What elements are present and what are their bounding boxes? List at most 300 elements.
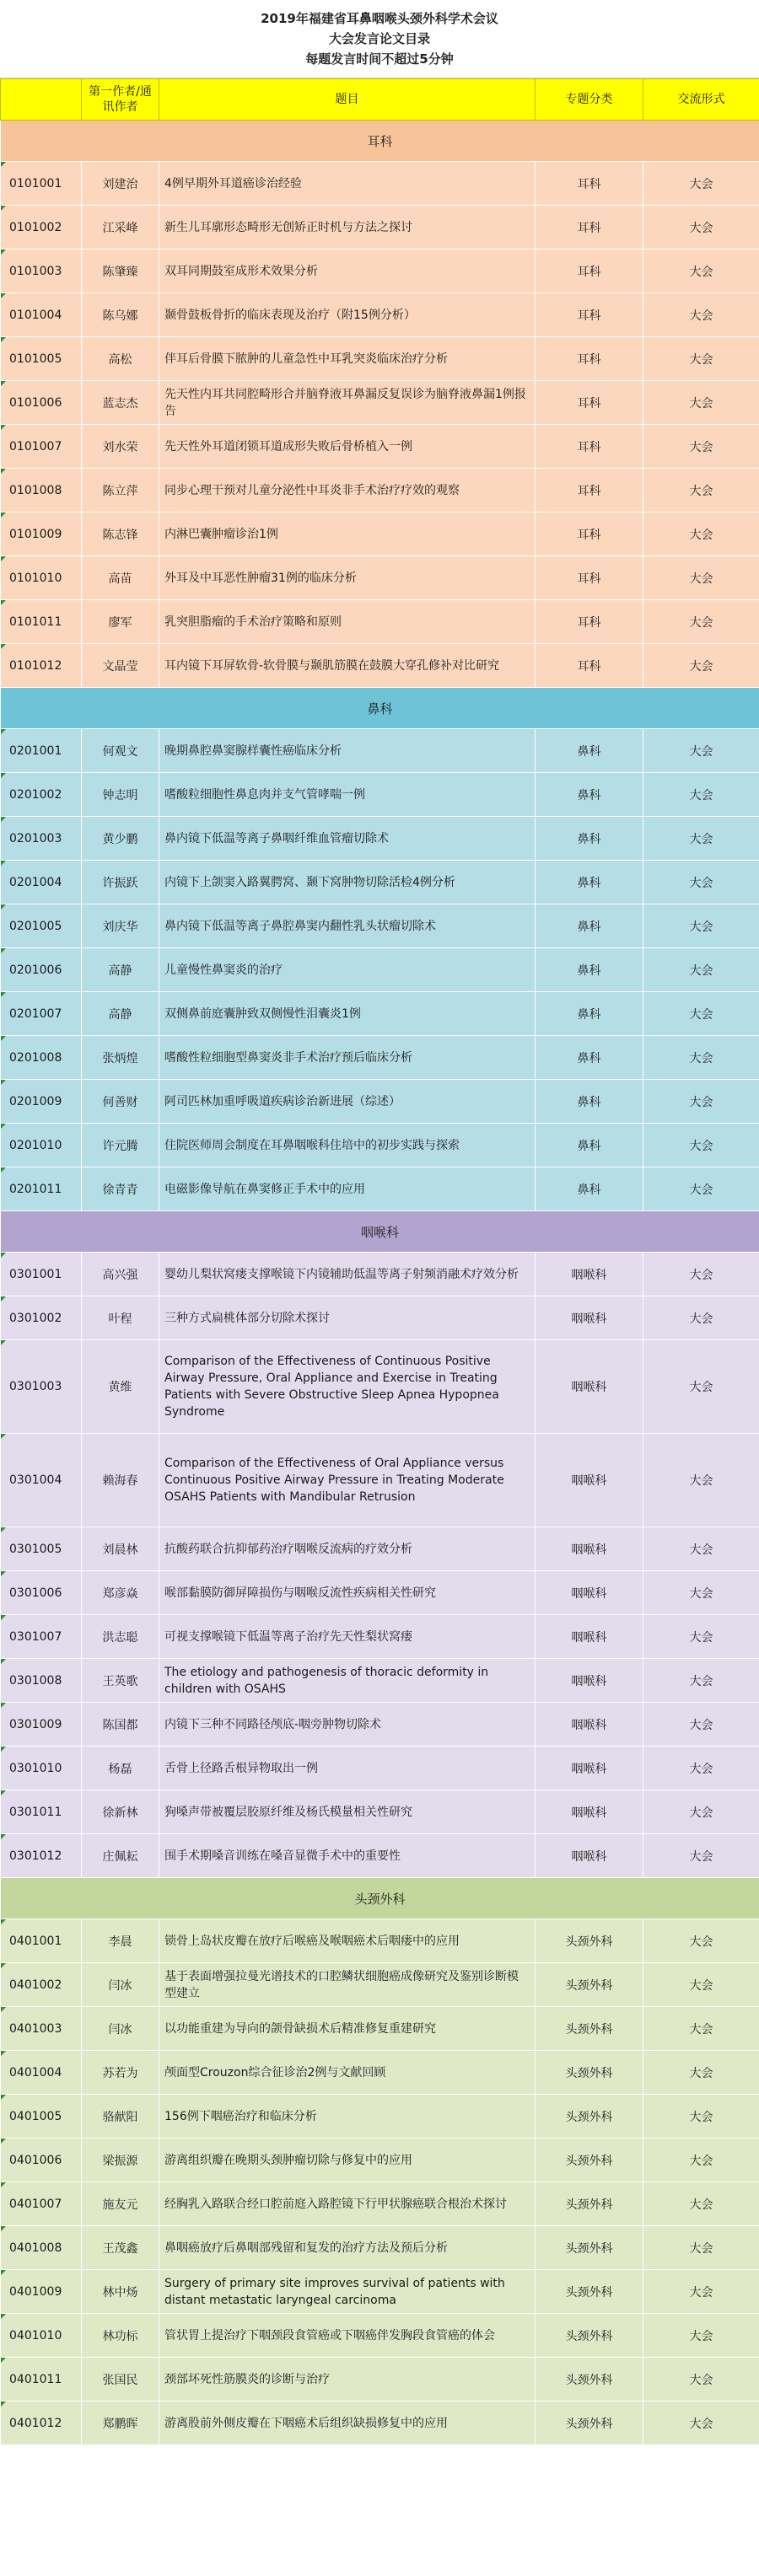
author-cell: 闫冰: [82, 1963, 159, 2007]
author-cell: 林中炀: [82, 2270, 159, 2314]
form-cell: 大会: [643, 556, 759, 600]
paper-code: 0101009: [1, 513, 82, 556]
topic-cell: 颅面型Crouzon综合征诊治2例与文献回顾: [159, 2051, 536, 2095]
category-cell: 耳科: [536, 644, 643, 688]
form-cell: 大会: [643, 1571, 759, 1615]
paper-code: 0301004: [1, 1434, 82, 1527]
table-row: [1, 2226, 759, 2270]
paper-code: 0201005: [1, 904, 82, 948]
table-row: [1, 513, 759, 556]
table-row: [1, 1919, 759, 1963]
section-title: 鼻科: [1, 688, 759, 729]
paper-code: 0201001: [1, 729, 82, 773]
table-row: [1, 1036, 759, 1080]
header-category: 专题分类: [536, 79, 643, 121]
category-cell: 耳科: [536, 600, 643, 644]
form-cell: 大会: [643, 1124, 759, 1167]
form-cell: 大会: [643, 293, 759, 337]
form-cell: 大会: [643, 773, 759, 817]
topic-cell: 内镜下三种不同路径颅底-咽旁肿物切除术: [159, 1703, 536, 1747]
topic-cell: Surgery of primary site improves survival of patients with distant metastatic laryngeal carcinoma: [159, 2270, 536, 2314]
paper-code: 0301005: [1, 1527, 82, 1571]
category-cell: 鼻科: [536, 729, 643, 773]
paper-code: 0301011: [1, 1790, 82, 1834]
form-cell: 大会: [643, 600, 759, 644]
table-row: [1, 1434, 759, 1527]
category-cell: 头颈外科: [536, 2182, 643, 2226]
paper-code: 0101003: [1, 250, 82, 293]
form-cell: 大会: [643, 1527, 759, 1571]
category-cell: 头颈外科: [536, 1963, 643, 2007]
category-cell: 鼻科: [536, 1036, 643, 1080]
paper-code: 0201008: [1, 1036, 82, 1080]
section-title: 咽喉科: [1, 1211, 759, 1253]
section-header-row: [1, 1211, 759, 1253]
topic-cell: Comparison of the Effectiveness of Oral Appliance versus Continuous Positive Airway Pressure in Treating Moderate OSAHS Patients with Mandibular Retrusion: [159, 1434, 536, 1527]
form-cell: 大会: [643, 206, 759, 250]
paper-code: 0401001: [1, 1919, 82, 1963]
topic-cell: 锁骨上岛状皮瓣在放疗后喉癌及喉咽癌术后咽瘘中的应用: [159, 1919, 536, 1963]
paper-code: 0401002: [1, 1963, 82, 2007]
form-cell: 大会: [643, 2051, 759, 2095]
category-cell: 咽喉科: [536, 1571, 643, 1615]
category-cell: 耳科: [536, 337, 643, 381]
topic-cell: 156例下咽癌治疗和临床分析: [159, 2095, 536, 2139]
topic-cell: 可视支撑喉镜下低温等离子治疗先天性梨状窝瘘: [159, 1615, 536, 1659]
table-row: [1, 1571, 759, 1615]
table-row: [1, 2270, 759, 2314]
section-header-row: [1, 121, 759, 162]
category-cell: 咽喉科: [536, 1340, 643, 1434]
topic-cell: 游离组织瓣在晚期头颈肿瘤切除与修复中的应用: [159, 2139, 536, 2182]
category-cell: 鼻科: [536, 1167, 643, 1211]
topic-cell: 先天性内耳共同腔畸形合并脑脊液耳鼻漏反复误诊为脑脊液鼻漏1例报告: [159, 381, 536, 425]
author-cell: 刘建治: [82, 162, 159, 206]
section-title: 耳科: [1, 121, 759, 162]
form-cell: 大会: [643, 992, 759, 1036]
table-row: [1, 1790, 759, 1834]
form-cell: 大会: [643, 1963, 759, 2007]
paper-code: 0401004: [1, 2051, 82, 2095]
table-row: [1, 1834, 759, 1878]
category-cell: 鼻科: [536, 817, 643, 861]
paper-code: 0301009: [1, 1703, 82, 1747]
form-cell: 大会: [643, 2358, 759, 2402]
form-cell: 大会: [643, 1659, 759, 1703]
table-row: [1, 1340, 759, 1434]
paper-code: 0201009: [1, 1080, 82, 1124]
category-cell: 头颈外科: [536, 2095, 643, 2139]
form-cell: 大会: [643, 2226, 759, 2270]
paper-code: 0201003: [1, 817, 82, 861]
author-cell: 廖军: [82, 600, 159, 644]
author-cell: 李晨: [82, 1919, 159, 1963]
author-cell: 陈肇臻: [82, 250, 159, 293]
category-cell: 咽喉科: [536, 1659, 643, 1703]
author-cell: 刘庆华: [82, 904, 159, 948]
author-cell: 徐新林: [82, 1790, 159, 1834]
table-row: [1, 1615, 759, 1659]
category-cell: 咽喉科: [536, 1790, 643, 1834]
document-subtitle: 大会发言论文目录: [328, 31, 430, 46]
author-cell: 黄少鹏: [82, 817, 159, 861]
author-cell: 高苗: [82, 556, 159, 600]
author-cell: 陈立萍: [82, 469, 159, 513]
topic-cell: 嗜酸性粒细胞型鼻窦炎非手术治疗预后临床分析: [159, 1036, 536, 1080]
paper-code: 0401006: [1, 2139, 82, 2182]
table-row: [1, 1659, 759, 1703]
form-cell: 大会: [643, 2139, 759, 2182]
topic-cell: 游离股前外侧皮瓣在下咽癌术后组织缺损修复中的应用: [159, 2402, 536, 2445]
topic-cell: 颞骨鼓板骨折的临床表现及治疗（附15例分析）: [159, 293, 536, 337]
topic-cell: 4例早期外耳道癌诊治经验: [159, 162, 536, 206]
topic-cell: 伴耳后骨膜下脓肿的儿童急性中耳乳突炎临床治疗分析: [159, 337, 536, 381]
paper-code: 0101006: [1, 381, 82, 425]
form-cell: 大会: [643, 1036, 759, 1080]
table-row: [1, 2402, 759, 2445]
topic-cell: 基于表面增强拉曼光谱技术的口腔鳞状细胞癌成像研究及鉴别诊断模型建立: [159, 1963, 536, 2007]
paper-code: 0101001: [1, 162, 82, 206]
author-cell: 高松: [82, 337, 159, 381]
paper-code: 0101004: [1, 293, 82, 337]
author-cell: 施友元: [82, 2182, 159, 2226]
header-topic: 题目: [159, 79, 536, 121]
author-cell: 许元腾: [82, 1124, 159, 1167]
author-cell: 张炳煌: [82, 1036, 159, 1080]
table-row: [1, 556, 759, 600]
table-row: [1, 2095, 759, 2139]
author-cell: 杨磊: [82, 1747, 159, 1790]
table-row: [1, 2358, 759, 2402]
form-cell: 大会: [643, 861, 759, 904]
author-cell: 陈乌娜: [82, 293, 159, 337]
form-cell: 大会: [643, 904, 759, 948]
form-cell: 大会: [643, 250, 759, 293]
category-cell: 耳科: [536, 381, 643, 425]
table-row: [1, 2007, 759, 2051]
topic-cell: 同步心理干预对儿童分泌性中耳炎非手术治疗疗效的观察: [159, 469, 536, 513]
topic-cell: 儿童慢性鼻窦炎的治疗: [159, 948, 536, 992]
table-row: [1, 337, 759, 381]
paper-code: 0401009: [1, 2270, 82, 2314]
form-cell: 大会: [643, 1340, 759, 1434]
topic-cell: 舌骨上径路舌根异物取出一例: [159, 1747, 536, 1790]
topic-cell: 内镜下上颌窦入路翼腭窝、颞下窝肿物切除活检4例分析: [159, 861, 536, 904]
form-cell: 大会: [643, 2402, 759, 2445]
paper-code: 0401012: [1, 2402, 82, 2445]
author-cell: 林功标: [82, 2314, 159, 2358]
form-cell: 大会: [643, 1080, 759, 1124]
table-row: [1, 2051, 759, 2095]
category-cell: 头颈外科: [536, 2007, 643, 2051]
category-cell: 鼻科: [536, 992, 643, 1036]
topic-cell: 耳内镜下耳屏软骨-软骨膜与颞肌筋膜在鼓膜大穿孔修补对比研究: [159, 644, 536, 688]
table-row: [1, 600, 759, 644]
category-cell: 头颈外科: [536, 2358, 643, 2402]
topic-cell: 经胸乳入路联合经口腔前庭入路腔镜下行甲状腺癌联合根治术探讨: [159, 2182, 536, 2226]
section-title: 头颈外科: [1, 1878, 759, 1919]
table-row: [1, 381, 759, 425]
topic-cell: The etiology and pathogenesis of thoracic deformity in children with OSAHS: [159, 1659, 536, 1703]
paper-code: 0301002: [1, 1296, 82, 1340]
author-cell: 刘水荣: [82, 425, 159, 469]
category-cell: 头颈外科: [536, 2314, 643, 2358]
category-cell: 头颈外科: [536, 2139, 643, 2182]
table-row: [1, 644, 759, 688]
topic-cell: 三种方式扁桃体部分切除术探讨: [159, 1296, 536, 1340]
table-row: [1, 1527, 759, 1571]
form-cell: 大会: [643, 1434, 759, 1527]
paper-code: 0301012: [1, 1834, 82, 1878]
table-row: [1, 1703, 759, 1747]
category-cell: 头颈外科: [536, 1919, 643, 1963]
section-header-row: [1, 688, 759, 729]
author-cell: 许振跃: [82, 861, 159, 904]
author-cell: 蓝志杰: [82, 381, 159, 425]
header-form: 交流形式: [643, 79, 759, 121]
author-cell: 郑鹏晖: [82, 2402, 159, 2445]
form-cell: 大会: [643, 337, 759, 381]
category-cell: 咽喉科: [536, 1615, 643, 1659]
table-row: [1, 1080, 759, 1124]
category-cell: 头颈外科: [536, 2270, 643, 2314]
author-cell: 高静: [82, 948, 159, 992]
table-row: [1, 773, 759, 817]
table-row: [1, 904, 759, 948]
author-cell: 黄维: [82, 1340, 159, 1434]
category-cell: 鼻科: [536, 904, 643, 948]
paper-code: 0101008: [1, 469, 82, 513]
form-cell: 大会: [643, 162, 759, 206]
topic-cell: 抗酸药联合抗抑郁药治疗咽喉反流病的疗效分析: [159, 1527, 536, 1571]
form-cell: 大会: [643, 1790, 759, 1834]
author-cell: 文晶莹: [82, 644, 159, 688]
table-row: [1, 1963, 759, 2007]
author-cell: 梁振源: [82, 2139, 159, 2182]
paper-code: 0401003: [1, 2007, 82, 2051]
author-cell: 钟志明: [82, 773, 159, 817]
table-row: [1, 861, 759, 904]
form-cell: 大会: [643, 2314, 759, 2358]
table-row: [1, 948, 759, 992]
table-row: [1, 2182, 759, 2226]
category-cell: 耳科: [536, 293, 643, 337]
author-cell: 陈志锋: [82, 513, 159, 556]
author-cell: 何观文: [82, 729, 159, 773]
author-cell: 庄佩耘: [82, 1834, 159, 1878]
topic-cell: 鼻内镜下低温等离子鼻腔鼻窦内翻性乳头状瘤切除术: [159, 904, 536, 948]
table-row: [1, 1253, 759, 1296]
header-code: [1, 79, 82, 121]
table-row: [1, 817, 759, 861]
paper-code: 0401005: [1, 2095, 82, 2139]
author-cell: 刘晨林: [82, 1527, 159, 1571]
category-cell: 咽喉科: [536, 1834, 643, 1878]
table-row: [1, 293, 759, 337]
category-cell: 耳科: [536, 425, 643, 469]
form-cell: 大会: [643, 381, 759, 425]
form-cell: 大会: [643, 425, 759, 469]
paper-code: 0101012: [1, 644, 82, 688]
category-cell: 鼻科: [536, 1080, 643, 1124]
category-cell: 头颈外科: [536, 2402, 643, 2445]
category-cell: 咽喉科: [536, 1703, 643, 1747]
author-cell: 闫冰: [82, 2007, 159, 2051]
paper-code: 0201002: [1, 773, 82, 817]
topic-cell: 狗嗓声带被覆层胶原纤维及杨氏模量相关性研究: [159, 1790, 536, 1834]
table-body: [1, 121, 759, 2445]
form-cell: 大会: [643, 1747, 759, 1790]
table-row: [1, 729, 759, 773]
author-cell: 张国民: [82, 2358, 159, 2402]
topic-cell: 喉部黏膜防御屏障损伤与咽喉反流性疾病相关性研究: [159, 1571, 536, 1615]
form-cell: 大会: [643, 1167, 759, 1211]
category-cell: 头颈外科: [536, 2051, 643, 2095]
form-cell: 大会: [643, 469, 759, 513]
category-cell: 鼻科: [536, 1124, 643, 1167]
category-cell: 鼻科: [536, 773, 643, 817]
author-cell: 陈国都: [82, 1703, 159, 1747]
header-author: 第一作者/通讯作者: [82, 79, 159, 121]
author-cell: 高静: [82, 992, 159, 1036]
category-cell: 耳科: [536, 162, 643, 206]
author-cell: 江采峰: [82, 206, 159, 250]
category-cell: 咽喉科: [536, 1253, 643, 1296]
paper-code: 0301008: [1, 1659, 82, 1703]
topic-cell: 晚期鼻腔鼻窦腺样囊性癌临床分析: [159, 729, 536, 773]
table-row: [1, 1747, 759, 1790]
topic-cell: 管状胃上提治疗下咽颈段食管癌或下咽癌伴发胸段食管癌的体会: [159, 2314, 536, 2358]
form-cell: 大会: [643, 817, 759, 861]
table-header-row: [1, 79, 759, 121]
table-row: [1, 992, 759, 1036]
table-row: [1, 1296, 759, 1340]
category-cell: 咽喉科: [536, 1527, 643, 1571]
category-cell: 鼻科: [536, 948, 643, 992]
category-cell: 咽喉科: [536, 1747, 643, 1790]
form-cell: 大会: [643, 948, 759, 992]
category-cell: 头颈外科: [536, 2226, 643, 2270]
paper-code: 0301007: [1, 1615, 82, 1659]
table-row: [1, 1124, 759, 1167]
topic-cell: 住院医师周会制度在耳鼻咽喉科住培中的初步实践与探索: [159, 1124, 536, 1167]
section-header-row: [1, 1878, 759, 1919]
table-row: [1, 250, 759, 293]
paper-code: 0101011: [1, 600, 82, 644]
author-cell: 赖海春: [82, 1434, 159, 1527]
form-cell: 大会: [643, 2095, 759, 2139]
form-cell: 大会: [643, 1834, 759, 1878]
form-cell: 大会: [643, 1296, 759, 1340]
table-row: [1, 2139, 759, 2182]
author-cell: 骆献阳: [82, 2095, 159, 2139]
table-row: [1, 469, 759, 513]
program-table: [0, 78, 759, 2445]
topic-cell: 鼻内镜下低温等离子鼻咽纤维血管瘤切除术: [159, 817, 536, 861]
topic-cell: 鼻咽癌放疗后鼻咽部残留和复发的治疗方法及预后分析: [159, 2226, 536, 2270]
paper-code: 0401008: [1, 2226, 82, 2270]
form-cell: 大会: [643, 644, 759, 688]
table-row: [1, 1167, 759, 1211]
category-cell: 咽喉科: [536, 1434, 643, 1527]
form-cell: 大会: [643, 2007, 759, 2051]
paper-code: 0101005: [1, 337, 82, 381]
topic-cell: 新生儿耳廓形态畸形无创矫正时机与方法之探讨: [159, 206, 536, 250]
form-cell: 大会: [643, 1253, 759, 1296]
title-block: [0, 0, 759, 78]
document-title: 2019年福建省耳鼻咽喉头颈外科学术会议: [261, 11, 498, 26]
category-cell: 耳科: [536, 250, 643, 293]
author-cell: 叶程: [82, 1296, 159, 1340]
form-cell: 大会: [643, 513, 759, 556]
paper-code: 0401011: [1, 2358, 82, 2402]
topic-cell: 外耳及中耳恶性肿瘤31例的临床分析: [159, 556, 536, 600]
document-note: 每题发言时间不超过5分钟: [305, 51, 454, 67]
form-cell: 大会: [643, 1919, 759, 1963]
category-cell: 耳科: [536, 206, 643, 250]
topic-cell: 嗜酸粒细胞性鼻息肉并支气管哮喘一例: [159, 773, 536, 817]
category-cell: 鼻科: [536, 861, 643, 904]
paper-code: 0201010: [1, 1124, 82, 1167]
paper-code: 0101010: [1, 556, 82, 600]
topic-cell: 电磁影像导航在鼻窦修正手术中的应用: [159, 1167, 536, 1211]
paper-code: 0401010: [1, 2314, 82, 2358]
author-cell: 高兴强: [82, 1253, 159, 1296]
topic-cell: 围手术期嗓音训练在嗓音显微手术中的重要性: [159, 1834, 536, 1878]
paper-code: 0301001: [1, 1253, 82, 1296]
author-cell: 王英歌: [82, 1659, 159, 1703]
paper-code: 0101007: [1, 425, 82, 469]
paper-code: 0201011: [1, 1167, 82, 1211]
paper-code: 0301003: [1, 1340, 82, 1434]
topic-cell: 乳突胆脂瘤的手术治疗策略和原则: [159, 600, 536, 644]
form-cell: 大会: [643, 2182, 759, 2226]
form-cell: 大会: [643, 2270, 759, 2314]
paper-code: 0201006: [1, 948, 82, 992]
author-cell: 郑彦焱: [82, 1571, 159, 1615]
paper-code: 0301010: [1, 1747, 82, 1790]
form-cell: 大会: [643, 729, 759, 773]
paper-code: 0301006: [1, 1571, 82, 1615]
form-cell: 大会: [643, 1703, 759, 1747]
paper-code: 0401007: [1, 2182, 82, 2226]
table-row: [1, 206, 759, 250]
paper-code: 0201004: [1, 861, 82, 904]
table-row: [1, 425, 759, 469]
category-cell: 耳科: [536, 556, 643, 600]
topic-cell: 双侧鼻前庭囊肿致双侧慢性泪囊炎1例: [159, 992, 536, 1036]
topic-cell: 婴幼儿梨状窝瘘支撑喉镜下内镜辅助低温等离子射频消融术疗效分析: [159, 1253, 536, 1296]
author-cell: 苏若为: [82, 2051, 159, 2095]
paper-code: 0101002: [1, 206, 82, 250]
author-cell: 徐青青: [82, 1167, 159, 1211]
paper-code: 0201007: [1, 992, 82, 1036]
category-cell: 咽喉科: [536, 1296, 643, 1340]
table-row: [1, 162, 759, 206]
topic-cell: Comparison of the Effectiveness of Continuous Positive Airway Pressure, Oral Appliance and Exercise in Treating Patients with Severe Obstructive Sleep Apnea Hypopnea Syndrome: [159, 1340, 536, 1434]
author-cell: 何善财: [82, 1080, 159, 1124]
topic-cell: 颈部坏死性筋膜炎的诊断与治疗: [159, 2358, 536, 2402]
topic-cell: 内淋巴囊肿瘤诊治1例: [159, 513, 536, 556]
topic-cell: 以功能重建为导向的颌骨缺损术后精准修复重建研究: [159, 2007, 536, 2051]
topic-cell: 双耳同期鼓室成形术效果分析: [159, 250, 536, 293]
table-row: [1, 2314, 759, 2358]
topic-cell: 先天性外耳道闭锁耳道成形失败后骨桥植入一例: [159, 425, 536, 469]
category-cell: 耳科: [536, 469, 643, 513]
author-cell: 王茂鑫: [82, 2226, 159, 2270]
category-cell: 耳科: [536, 513, 643, 556]
form-cell: 大会: [643, 1615, 759, 1659]
